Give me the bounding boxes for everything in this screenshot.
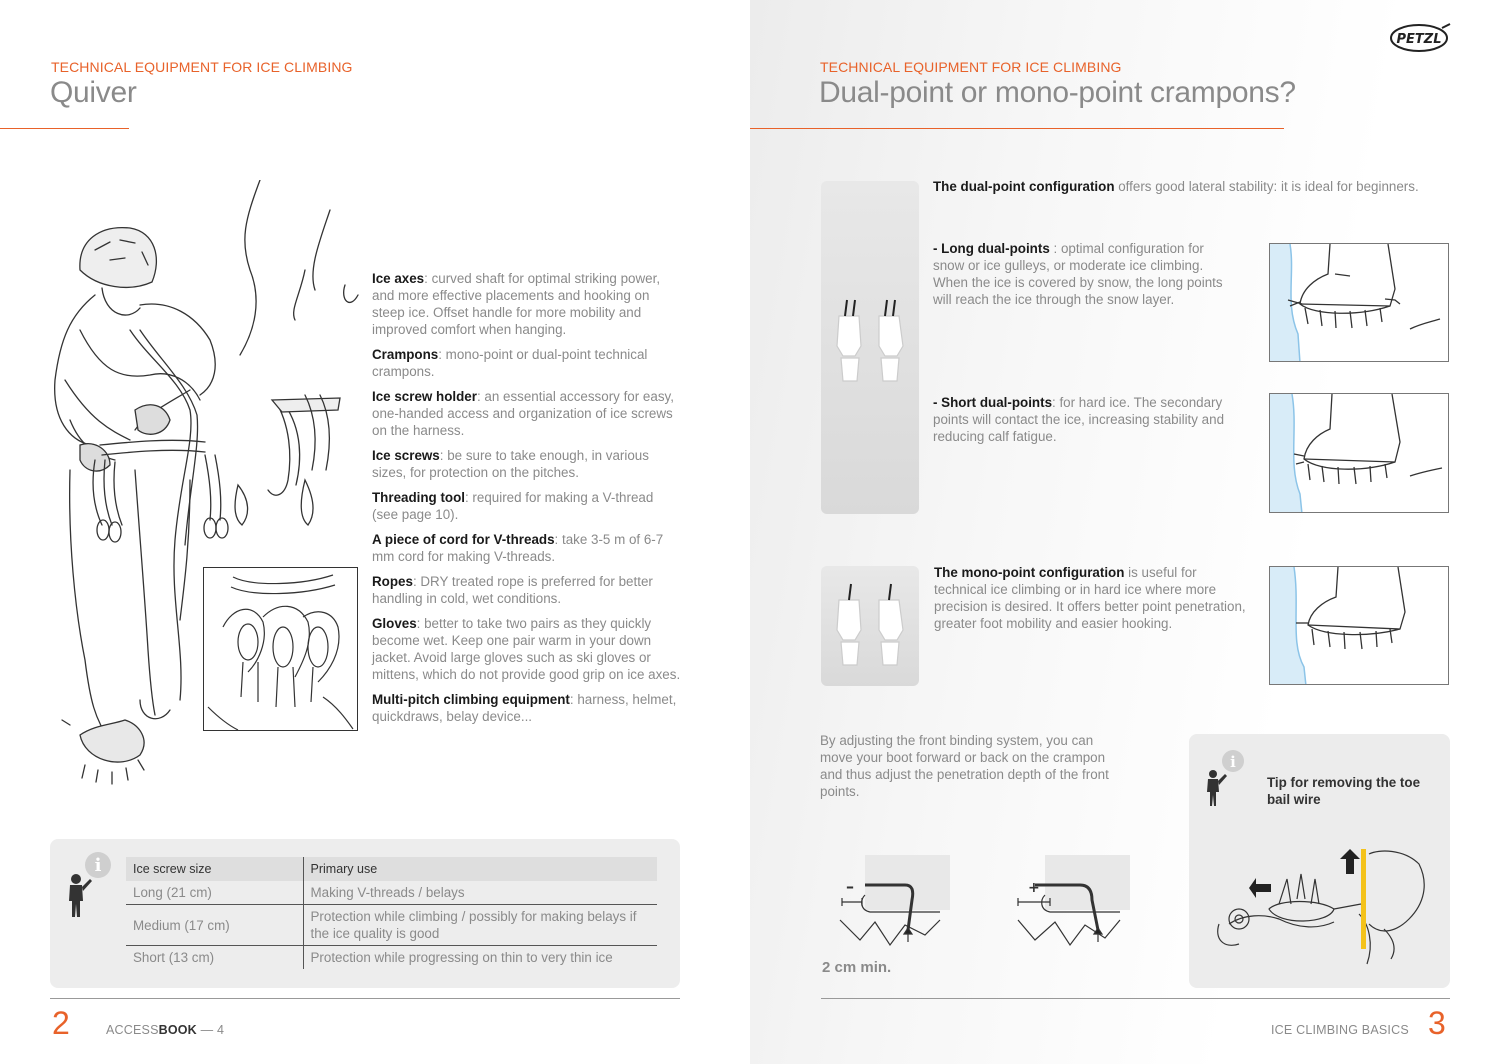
- list-item: Crampons: mono-point or dual-point technical crampons.: [372, 347, 648, 379]
- short-dual-points-figure: [1269, 393, 1449, 513]
- dual-point-crampon-icon: [833, 296, 907, 386]
- svg-text:i: i: [94, 855, 102, 876]
- table-row: [126, 946, 657, 970]
- svg-text:i: i: [1230, 753, 1236, 771]
- left-kicker: TECHNICAL EQUIPMENT FOR ICE CLIMBING: [51, 59, 353, 75]
- min-distance-label: 2 cm min.: [822, 959, 892, 976]
- long-dual-points-text: - Long dual-points : optimal configuration for snow or ice gulleys, or moderate ice climbing. When the ice is covered by snow, the long points will reach the ice through the snow layer.: [933, 241, 1223, 307]
- table-cell: Protection while climbing / possibly for making belays if the ice quality is good: [303, 905, 657, 946]
- boot-crampon-illustration: [1270, 244, 1449, 362]
- svg-text:PETZL: PETZL: [1396, 32, 1442, 47]
- tip-title: Tip for removing the toe bail wire: [1267, 775, 1421, 807]
- table-row: [126, 881, 657, 905]
- list-item: A piece of cord for V-threads: take 3-5 m of 6-7 mm cord for making V-threads.: [372, 532, 664, 564]
- right-page-title: Dual-point or mono-point crampons?: [819, 76, 1296, 109]
- short-dual-points-text: - Short dual-points: for hard ice. The secondary points will contact the ice, increasing stability and reducing calf fatigue.: [933, 395, 1225, 444]
- right-kicker: TECHNICAL EQUIPMENT FOR ICE CLIMBING: [820, 59, 1122, 75]
- mono-point-text: The mono-point configuration is useful for technical ice climbing or in hard ice where more precision is desired. It offers better point penetration, greater foot mobility and easier hooking.: [934, 565, 1246, 631]
- list-item: Ice axes: curved shaft for optimal striking power, and more effective placements and hooking on steep ice. Offset handle for more mobility and improved comfort when hanging.: [372, 271, 661, 337]
- petzl-logo: [1390, 22, 1452, 54]
- table-cell: Long (21 cm): [126, 881, 303, 905]
- left-page-title: Quiver: [50, 76, 137, 109]
- ice-screw-table: [126, 857, 657, 969]
- info-person-icon: [60, 849, 116, 921]
- list-item: Multi-pitch climbing equipment: harness, helmet, quickdraws, belay device...: [372, 692, 677, 724]
- right-title-rule: [750, 128, 1284, 129]
- mono-point-crampon-icon: [833, 580, 907, 670]
- svg-text:+: +: [1028, 880, 1040, 896]
- table-header: Primary use: [303, 857, 657, 881]
- info-person-icon: [1199, 748, 1249, 808]
- list-item: Gloves: better to take two pairs as they quickly become wet. Keep one pair warm in your down jacket. Avoid large gloves such as ski gloves or mittens, which do not provide good grip on ice axes.: [372, 616, 681, 682]
- list-item: Threading tool: required for making a V-thread (see page 10).: [372, 490, 654, 522]
- mono-point-figure: [1269, 566, 1449, 685]
- boot-crampon-illustration: [1270, 394, 1449, 513]
- binding-adjust-text: By adjusting the front binding system, you can move your boot forward or back on the crampon and thus adjust the penetration depth of the front points.: [820, 733, 1109, 799]
- list-item: Ice screw holder: an essential accessory for easy, one-handed access and organization of ice screws on the harness.: [372, 389, 674, 438]
- dual-point-crampon-panel: [821, 181, 919, 514]
- left-footer: ACCESSBOOK — 4: [106, 1023, 225, 1037]
- toe-bail-tip-box: [1189, 734, 1450, 988]
- boot-crampon-illustration: [1270, 567, 1449, 685]
- table-row: [126, 905, 657, 946]
- left-page-number: 2: [52, 1005, 70, 1041]
- ice-screw-holder-inset: [203, 567, 358, 731]
- table-cell: Medium (17 cm): [126, 905, 303, 946]
- list-item: Ropes: DRY treated rope is preferred for better handling in cold, wet conditions.: [372, 574, 653, 606]
- table-cell: Making V-threads / belays: [303, 881, 657, 905]
- toe-bail-removal-illustration: [1209, 844, 1439, 974]
- list-item: Ice screws: be sure to take enough, in various sizes, for protection on the pitches.: [372, 448, 649, 480]
- table-cell: Short (13 cm): [126, 946, 303, 970]
- svg-text:–: –: [846, 877, 854, 896]
- mono-point-crampon-panel: [821, 566, 919, 686]
- ice-screw-info-box: [50, 839, 680, 988]
- left-title-rule: [0, 128, 129, 129]
- right-page-number: 3: [1428, 1005, 1446, 1041]
- dual-point-intro: The dual-point configuration offers good lateral stability: it is ideal for beginners.: [933, 179, 1419, 194]
- table-cell: Protection while progressing on thin to very thin ice: [310, 950, 613, 965]
- right-footer-rule: [821, 998, 1450, 999]
- long-dual-points-figure: [1269, 243, 1449, 362]
- equipment-list: [372, 270, 682, 733]
- table-header: Ice screw size: [126, 857, 303, 881]
- left-footer-rule: [50, 998, 680, 999]
- right-footer: ICE CLIMBING BASICS: [1271, 1023, 1409, 1037]
